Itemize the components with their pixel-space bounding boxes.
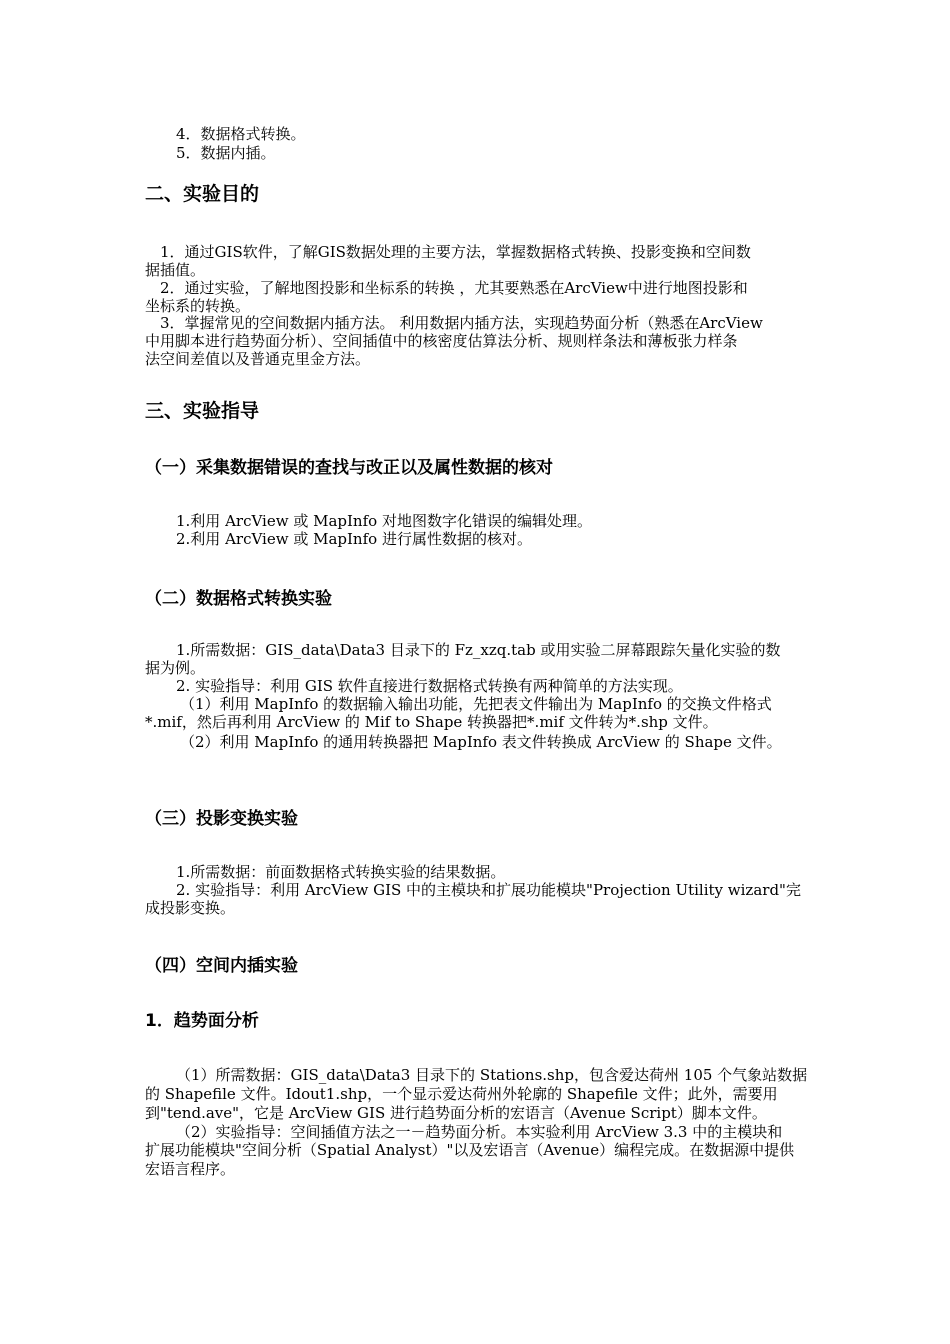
- subsection-heading: （二）数据格式转换实验: [145, 589, 332, 609]
- paragraph-line: 中用脚本进行趋势面分析）、空间插值中的核密度估算法分析、规则样条法和薄板张力样条: [145, 332, 738, 350]
- paragraph-line: （2）利用 MapInfo 的通用转换器把 MapInfo 表文件转换成 ArcView 的 Shape 文件。: [180, 733, 782, 751]
- paragraph-line: 到"tend.ave"，它是 ArcView GIS 进行趋势面分析的宏语言（Avenue Script）脚本文件。: [145, 1104, 767, 1122]
- paragraph-line: 3．掌握常见的空间数据内插方法。 利用数据内插方法，实现趋势面分析（熟悉在ArcView: [160, 314, 763, 332]
- paragraph-line: 2．通过实验，了解地图投影和坐标系的转换 ，尤其要熟悉在ArcView中进行地图投影和: [160, 279, 748, 297]
- paragraph-line: 2.利用 ArcView 或 MapInfo 进行属性数据的核对。: [176, 530, 532, 548]
- list-item: 5．数据内插。: [176, 144, 276, 162]
- paragraph-line: *.mif，然后再利用 ArcView 的 Mif to Shape 转换器把*.mif 文件转为*.shp 文件。: [145, 713, 718, 731]
- item-heading: 1．趋势面分析: [145, 1011, 259, 1031]
- paragraph-line: 1.利用 ArcView 或 MapInfo 对地图数字化错误的编辑处理。: [176, 512, 592, 530]
- paragraph-line: （1）利用 MapInfo 的数据输入输出功能，先把表文件输出为 MapInfo 的交换文件格式: [180, 695, 772, 713]
- paragraph-line: 宏语言程序。: [145, 1160, 236, 1178]
- subsection-heading: （四）空间内插实验: [145, 956, 298, 976]
- paragraph-line: 据插值。: [145, 261, 206, 279]
- paragraph-line: 2. 实验指导：利用 GIS 软件直接进行数据格式转换有两种简单的方法实现。: [176, 677, 683, 695]
- paragraph-line: 据为例。: [145, 659, 206, 677]
- paragraph-line: 的 Shapefile 文件。Idout1.shp，一个显示爱达荷州外轮廓的 Shapefile 文件；此外，需要用: [145, 1085, 778, 1103]
- paragraph-line: 1.所需数据：GIS_data\Data3 目录下的 Fz_xzq.tab 或用实验二屏幕跟踪矢量化实验的数: [176, 641, 781, 659]
- list-item: 4．数据格式转换。: [176, 125, 306, 143]
- paragraph-line: （1）所需数据：GIS_data\Data3 目录下的 Stations.shp，包含爱达荷州 105 个气象站数据: [176, 1066, 808, 1084]
- paragraph-line: （2）实验指导：空间插值方法之一－趋势面分析。本实验利用 ArcView 3.3 中的主模块和: [176, 1123, 783, 1141]
- paragraph-line: 1．通过GIS软件，了解GIS数据处理的主要方法，掌握数据格式转换、投影变换和空间数: [160, 243, 751, 261]
- paragraph-line: 2. 实验指导：利用 ArcView GIS 中的主模块和扩展功能模块"Projection Utility wizard"完: [176, 881, 801, 899]
- subsection-heading: （一）采集数据错误的查找与改正以及属性数据的核对: [145, 458, 553, 478]
- section-heading: 三、实验指导: [145, 400, 260, 422]
- section-heading: 二、实验目的: [145, 183, 260, 205]
- paragraph-line: 1.所需数据：前面数据格式转换实验的结果数据。: [176, 863, 506, 881]
- paragraph-line: 坐标系的转换。: [145, 297, 251, 315]
- paragraph-line: 扩展功能模块"空间分析（Spatial Analyst）"以及宏语言（Avenue）编程完成。在数据源中提供: [145, 1141, 795, 1159]
- paragraph-line: 法空间差值以及普通克里金方法。: [145, 350, 371, 368]
- subsection-heading: （三）投影变换实验: [145, 809, 298, 829]
- paragraph-line: 成投影变换。: [145, 899, 236, 917]
